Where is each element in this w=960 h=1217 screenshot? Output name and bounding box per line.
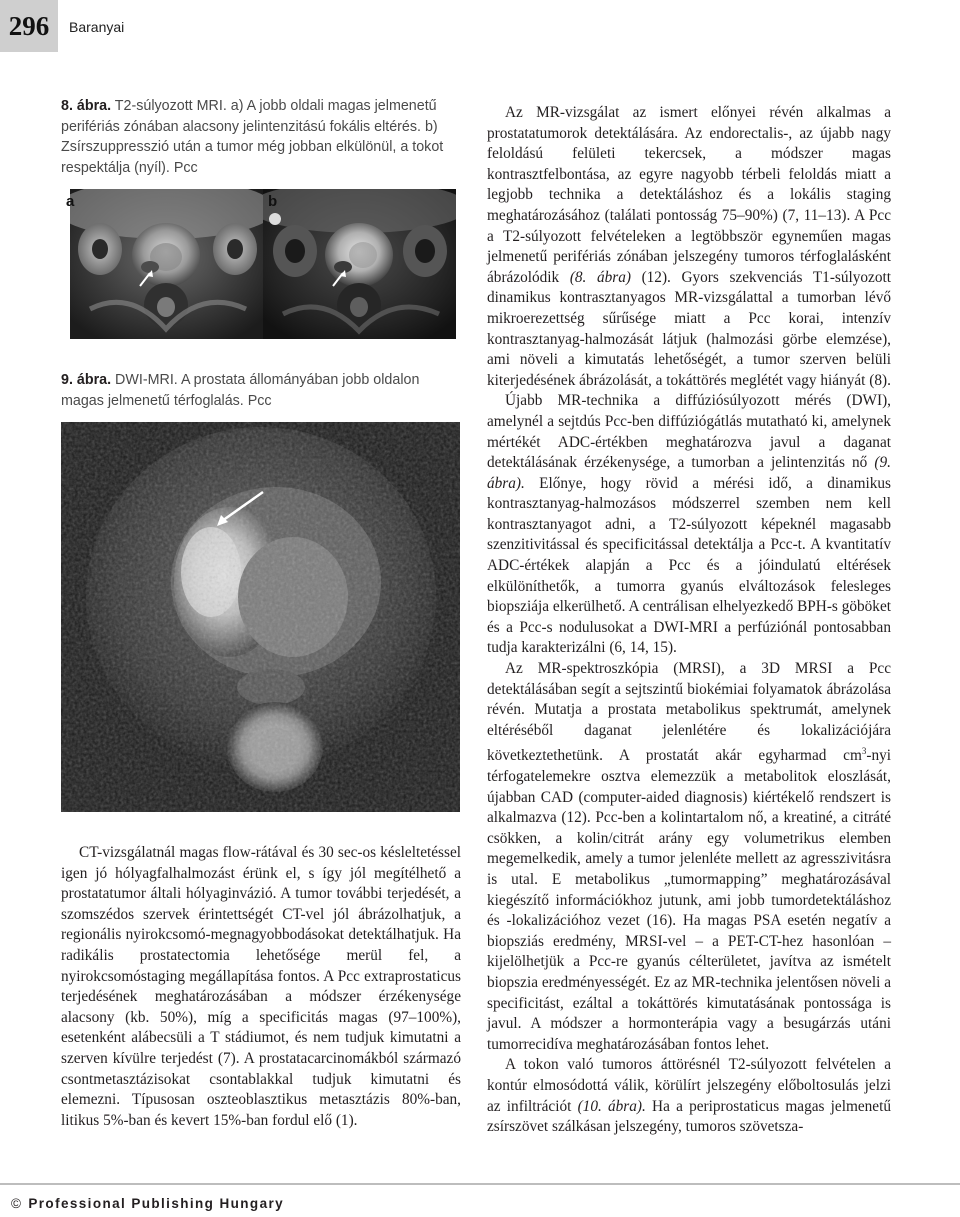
figure-8-label: 8. ábra. bbox=[61, 98, 112, 114]
footer-rule bbox=[0, 1183, 960, 1185]
mri-image-panel-b bbox=[263, 189, 456, 339]
right-p2-text-a: Újabb MR-technika a diffúziósúlyozott mérés (DWI), amelynél a sejtdús Pcc-ben diffúziógátlás mutatható ki, amelynek mértékét ADC-értékben meghatározva javul a daganat detektálásának érzékenysége, a tumorban a jelintenzitás nő bbox=[487, 392, 891, 472]
right-p1-text-a: Az MR-vizsgálat az ismert előnyei révén alkalmas a prostatatumorok detektálására. Az endorectalis-, az újabb nagy feloldású felületi tekercsek, a módszer magas kontrasztfelbontása, az egyre nagyobb térbeli feloldás miatt a legjobb technika a detektáláshoz és a lokális staging meghatározásához (találati pontosság 75–90%) (7, 11–13). A Pcc a T2-súlyozott felvételeken a legtöbbször egyneműen magas jelmenetű perifériás zónában jelszegény tumoros térfoglalásként ábrázolódik bbox=[487, 104, 891, 286]
right-column-text bbox=[487, 103, 891, 1138]
page-footer bbox=[0, 1183, 960, 1217]
panel-a-label: a bbox=[66, 193, 75, 210]
page-number: 296 bbox=[8, 10, 50, 41]
left-paragraph-1: CT-vizsgálatnál magas flow-rátával és 30 sec-os késleltetéssel igen jó hólyagfalhalmozást érünk el, s így jól megítélhető a prostatatumor általi hólyaginvázió. A tumor további terjedését, a szomszédos szervek érintettségét CT-vel jól ábrázolhatjuk, a regionális nyirokcsomó-megnagyobbodásokat detektálhatjuk. Ha radikális prostatectomia lehetősége merül fel, a nyirokcsomóstaging megállapítása fontos. A Pcc extraprostaticus terjedésének meghatározásában a módszer érzékenysége alacsony (kb. 50%), míg a specificitás magas (97–100%), esetenként alábecsüli a T stádiumot, és nem tudjuk kimutatni a szerven kívülre terjedést (7). A prostatacarcinomákból származó csontmetasztázisokat csontablakkal tudjuk kimutatni és elemezni. Típusosan oszteoblasztikus metasztázis 80%-ban, litikus 5%-ban és kevert 15%-ban fordul elő (1). bbox=[61, 844, 461, 1129]
dwi-mri-scan bbox=[61, 422, 460, 812]
mri-image-panel-a bbox=[70, 189, 263, 339]
t2-mri-image-a bbox=[70, 189, 263, 339]
running-head: Baranyai bbox=[69, 19, 125, 35]
right-p2-text-b: Előnye, hogy rövid a mérési idő, a dinamikus kontrasztanyag-halmozásos módszerrel szemben nem kell kontrasztanyagot adni, a T2-súlyozott képeknél magasabb szenzitivitással és specificitással detektálja a Pcc-t. A kvantitatív ADC-értékek alapján a Pcc és a jóindulatú eltérések elkülöníthetők, a tumorra gyanús elváltozások felesleges biopsziája elkerülhető. A centrálisan elhelyezkedő BPH-s göböket és a Pcc-s nodulusokat a DWI-MRI a perfúziónál pontosabban tudja karakterizálni (6, 14, 15). bbox=[487, 474, 891, 657]
footer-publisher bbox=[11, 1196, 284, 1211]
figure-10-reference: (10. ábra). bbox=[577, 1097, 646, 1115]
right-p3-text-b: -nyi térfogatelemekre osztva elemezzük a metabolitok eloszlását, újabban CAD (computer-aided diagnosis) kiértékelő rendszert is alkalmazva (12). Pcc-ben a kolintartalom nő, a kreatiné, a citráté csökken, a kolin/citrát arány egy volumetrikus elemben megemelkedik, amely a tumor jelenléte mellett az agresszivitásra is utal. E metabolikus „tumormapping” meghatározásával kiegészítő információkhoz jutunk, ami jobb tumordetektáláshoz és -lokalizációhoz vezet (16). Ha magas PSA esetén negatív a biopsziás eredmény, MRSI-vel – a PET-CT-hez hasonlóan – kijelölhetjük a Pcc-re gyanús célterületet, javítva az ismételt biopszia eredményességét. Ez az MR-technika jelentősen növeli a specificitást, ezáltal a tokáttörés kimutatásának pontossága is javul. A módszer a hormonterápia vagy a besugárzás utáni tumorrecidíva meghatározásában fontos lehet. bbox=[487, 747, 891, 1053]
publisher-name: Professional Publishing Hungary bbox=[28, 1196, 285, 1211]
figure-9-caption bbox=[61, 370, 461, 411]
figure-9-label: 9. ábra. bbox=[61, 372, 112, 388]
page-header bbox=[0, 0, 960, 52]
figure-8-caption bbox=[61, 96, 461, 178]
page-number-box bbox=[0, 0, 58, 52]
dwi-mri-image bbox=[61, 422, 460, 812]
right-p4-text-b: Ha a periprostaticus magas jelmenetű zsírszövet szálkásan jelszegény, tumoros szövetsza- bbox=[487, 1097, 891, 1136]
t2-fatsat-mri-image-b bbox=[263, 189, 456, 339]
right-p1-text-b: (12). Gyors szekvenciás T1-súlyozott dinamikus kontrasztanyagos MR-vizsgálattal a tumorban lévő mikroerezettség sűrűsége miatt a Pcc korai, intenzív kontrasztanyag-halmozását látjuk (halmozási görbe elemzése), ami növeli a kimutatás lehetőségét, a tumor szerven belüli kiterjedésének ábrázolását, a tokáttörés meglétét vagy hiányát (8). bbox=[487, 268, 891, 389]
right-p3-text-a: Az MR-spektroszkópia (MRSI), a 3D MRSI a Pcc detektálásában segít a sejtszintű biokémiai folyamatok ábrázolása révén. Mutatja a prostata metabolikus spektrumát, amelynek eltéréséből daganat jelenlétére és lokalizációjára következtethetünk. A prostatát akár egyharmad cm bbox=[487, 660, 891, 765]
right-paragraph-3 bbox=[487, 659, 891, 1055]
panel-b-label: b bbox=[268, 193, 278, 210]
right-paragraph-2 bbox=[487, 391, 891, 659]
cubic-superscript: 3 bbox=[861, 746, 867, 757]
figure-8-reference: (8. ábra) bbox=[569, 268, 631, 286]
right-paragraph-1 bbox=[487, 103, 891, 391]
figure-8-caption-text: T2-súlyozott MRI. a) A jobb oldali magas jelmenetű perifériás zónában alacsony jelintenzitású fokális eltérés. b) Zsírszuppresszió után a tumor még jobban elkülönül, a tokot respektálja (nyíl). Pcc bbox=[61, 98, 444, 176]
figure-9-caption-text: DWI-MRI. A prostata állományában jobb oldalon magas jelmenetű térfoglalás. Pcc bbox=[61, 372, 420, 409]
right-p4-text-a: A tokon való tumoros áttörésnél T2-súlyozott felvételen a kontúr elmosódottá válik, körülírt jelszegény előboltosulás jelzi az infiltrációt bbox=[487, 1056, 891, 1115]
figure-9-reference: (9. ábra). bbox=[487, 454, 891, 492]
left-column-text bbox=[61, 843, 461, 1131]
right-paragraph-4 bbox=[487, 1055, 891, 1137]
copyright-icon: © bbox=[11, 1196, 23, 1211]
